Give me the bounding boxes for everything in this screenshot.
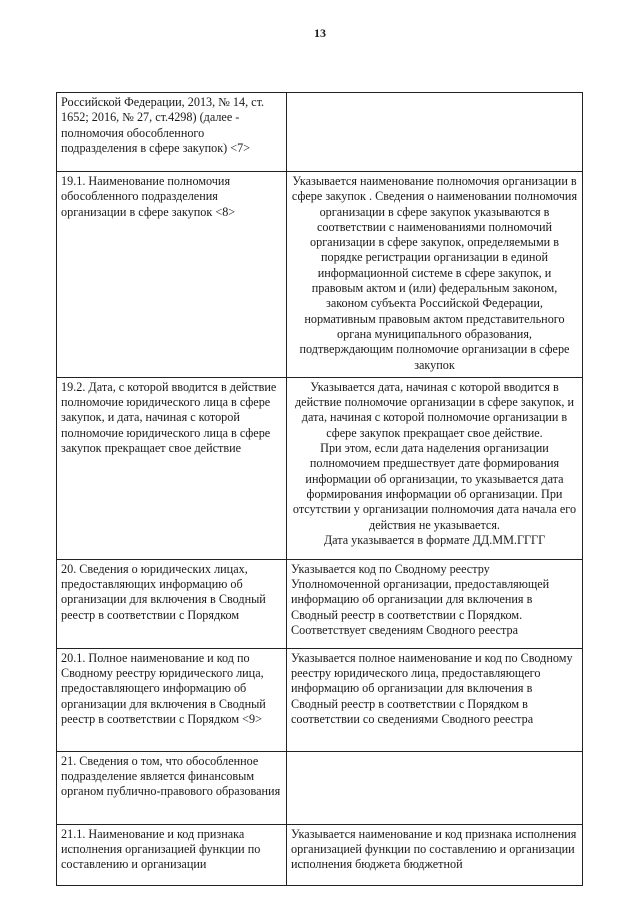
page-number: 13 xyxy=(314,26,326,40)
table-row xyxy=(57,824,583,885)
row-3-right-cell xyxy=(287,377,583,559)
table-row xyxy=(57,377,583,559)
row-1-right-cell xyxy=(287,93,583,172)
row-2-left-cell: 19.1. Наименование полномочия обособленного подразделения организации в сфере закупок <8> xyxy=(57,172,287,378)
row-3-right-line-2: При этом, если дата наделения организации полномочием предшествует дате формирования информации об организации, то указывается дата формирования информации об организации. При отсутствии у организации полномочия дата начала его действия не указывается. xyxy=(292,441,577,532)
row-3-left-cell: 19.2. Дата, с которой вводится в действие полномочие юридического лица в сфере закупок, и дата, начиная с которой полномочие юридического лица в сфере закупок прекращает свое действие xyxy=(57,377,287,559)
row-5-right-cell: Указывается полное наименование и код по Сводному реестру юридического лица, предоставляющего информацию об организации для включения в Сводный реестр в соответствии с Порядком в соответствии со сведениями Сводного реестра xyxy=(287,648,583,751)
table-row xyxy=(57,648,583,751)
row-7-left-cell: 21.1. Наименование и код признака исполнения организацией функции по составлению и организации xyxy=(57,824,287,885)
row-2-right-cell: Указывается наименование полномочия организации в сфере закупок . Сведения о наименовании полномочия организации в сфере закупок указываются в соответствии с наименованиями полномочий организации в сфере закупок, определяемыми в порядке регистрации организации в единой информационной системе в сфере закупок, и правовым актом и (или) федеральным законом, законом субъекта Российской Федерации, нормативным правовым актом представительного органа муниципального образования, подтверждающим полномочие организации в сфере закупок xyxy=(287,172,583,378)
row-1-left-cell: Российской Федерации, 2013, № 14, ст. 1652; 2016, № 27, ст.4298) (далее - полномочия обособленного подразделения в сфере закупок) <7> xyxy=(57,93,287,172)
document-table xyxy=(56,92,583,886)
row-3-right-line-3: Дата указывается в формате ДД.ММ.ГГГГ xyxy=(323,532,546,547)
row-7-right-cell: Указывается наименование и код признака исполнения организацией функции по составлению и организации исполнения бюджета бюджетной xyxy=(287,824,583,885)
table-row xyxy=(57,172,583,378)
table-row xyxy=(57,93,583,172)
row-3-right-line-1: Указывается дата, начиная с которой вводится в действие полномочие организации в сфере закупок, и дата, начиная с которой полномочие организации в сфере закупок прекращает свое действие. xyxy=(294,379,575,440)
row-4-left-cell: 20. Сведения о юридических лицах, предоставляющих информацию об организации для включения в Сводный реестр в соответствии с Порядком xyxy=(57,559,287,648)
row-5-left-cell: 20.1. Полное наименование и код по Сводному реестру юридического лица, предоставляющего информацию об организации для включения в Сводный реестр в соответствии с Порядком <9> xyxy=(57,648,287,751)
table-row xyxy=(57,751,583,824)
table-row xyxy=(57,559,583,648)
row-6-left-cell: 21. Сведения о том, что обособленное подразделение является финансовым органом публично-правового образования xyxy=(57,751,287,824)
row-6-right-cell xyxy=(287,751,583,824)
row-4-right-cell: Указывается код по Сводному реестру Уполномоченной организации, предоставляющей информацию об организации для включения в Сводный реестр в соответствии с Порядком. Соответствует сведениям Сводного реестра xyxy=(287,559,583,648)
